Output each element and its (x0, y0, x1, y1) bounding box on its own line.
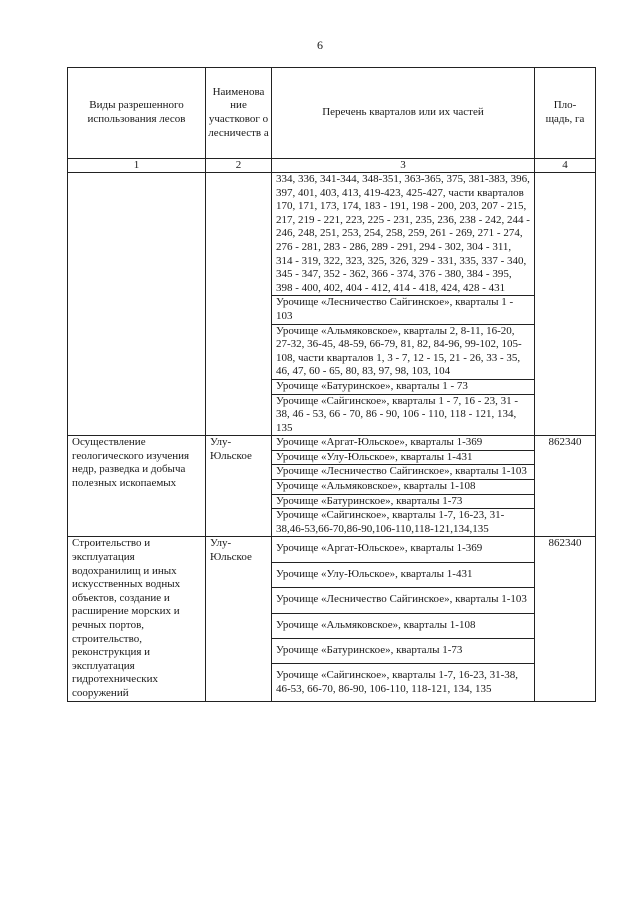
quarters-cell: Урочище «Сайгинское», кварталы 1-7, 16-23, 31-38, 46-53, 66-70, 86-90, 106-110, 118-121, 134, 135 (272, 664, 535, 701)
forestry-cell: Улу-Юльское (206, 436, 272, 537)
page-number: 6 (317, 38, 323, 52)
column-number-row (68, 159, 596, 173)
quarters-cell: Урочище «Сайгинское», кварталы 1-7, 16-23, 31-38,46-53,66-70,86-90,106-110,118-121,134,135 (272, 509, 535, 537)
quarters-cell: Урочище «Улу-Юльское», кварталы 1-431 (272, 562, 535, 587)
header-area: Пло- щадь, га (535, 68, 596, 159)
quarters-cell: Урочище «Батуринское», кварталы 1-73 (272, 638, 535, 663)
forest-use-table (67, 67, 596, 702)
header-quarters-list: Перечень кварталов или их частей (272, 68, 535, 159)
table-header-row (68, 68, 596, 159)
table-row (68, 436, 596, 451)
quarters-cell: Урочище «Сайгинское», кварталы 1 - 7, 16 - 23, 31 - 38, 46 - 53, 66 - 70, 86 - 90, 106 - 110, 118 - 121, 134, 135 (272, 394, 535, 436)
quarters-cell: 334, 336, 341-344, 348-351, 363-365, 375, 381-383, 396, 397, 401, 403, 413, 419-423, 425-427, части кварталов 170, 171, 173, 174, 183 - 191, 198 - 200, 203, 207 - 215, 217, 219 - 221, 223, 225 - 231, 235, 236, 238 - 242, 244 - 246, 248, 251, 253, 254, 258, 259, 261 - 269, 271 - 274, 276 - 281, 283 - 286, 289 - 291, 294 - 302, 304 - 311, 314 - 319, 322, 323, 325, 326, 329 - 331, 335, 337 - 340, 345 - 347, 352 - 362, 366 - 374, 376 - 380, 384 - 395, 398 - 400, 402, 404 - 412, 414 - 418, 424, 428 - 431 (272, 173, 535, 296)
use-type-cell-empty (68, 173, 206, 436)
quarters-cell: Урочище «Аргат-Юльское», кварталы 1-369 (272, 436, 535, 451)
table-row (68, 537, 596, 562)
area-cell: 862340 (535, 436, 596, 537)
header-use-type: Виды разрешенного использования лесов (68, 68, 206, 159)
use-type-cell: Осуществление геологического изучения недр, разведка и добыча полезных ископаемых (68, 436, 206, 537)
quarters-cell: Урочище «Батуринское», кварталы 1 - 73 (272, 379, 535, 394)
table-row (68, 173, 596, 296)
column-number: 4 (535, 159, 596, 173)
quarters-cell: Урочище «Альмяковское», кварталы 1-108 (272, 480, 535, 495)
quarters-cell: Урочище «Улу-Юльское», кварталы 1-431 (272, 450, 535, 465)
area-cell-empty (535, 173, 596, 436)
quarters-cell: Урочище «Лесничество Сайгинское», кварталы 1-103 (272, 588, 535, 613)
quarters-cell: Урочище «Лесничество Сайгинское», кварталы 1-103 (272, 465, 535, 480)
forestry-cell: Улу-Юльское (206, 537, 272, 701)
header-forestry-name: Наименова ние участковог о лесничеств а (206, 68, 272, 159)
column-number: 3 (272, 159, 535, 173)
quarters-cell: Урочище «Батуринское», кварталы 1-73 (272, 494, 535, 509)
area-cell: 862340 (535, 537, 596, 701)
quarters-cell: Урочище «Лесничество Сайгинское», кварталы 1 - 103 (272, 296, 535, 324)
quarters-cell: Урочище «Аргат-Юльское», кварталы 1-369 (272, 537, 535, 562)
use-type-cell: Строительство и эксплуатация водохранилищ и иных искусственных водных объектов, создание и расширение морских и речных портов, строительство, реконструкция и эксплуатация гидротехнических сооружений (68, 537, 206, 701)
quarters-cell: Урочище «Альмяковское», кварталы 2, 8-11, 16-20, 27-32, 36-45, 48-59, 66-79, 81, 82, 84-96, 99-102, 105-108, части кварталов 1, 3 - 7, 12 - 15, 21 - 26, 33 - 35, 46, 47, 60 - 65, 80, 83, 97, 98, 103, 104 (272, 324, 535, 379)
column-number: 1 (68, 159, 206, 173)
quarters-cell: Урочище «Альмяковское», кварталы 1-108 (272, 613, 535, 638)
forestry-cell-empty (206, 173, 272, 436)
column-number: 2 (206, 159, 272, 173)
